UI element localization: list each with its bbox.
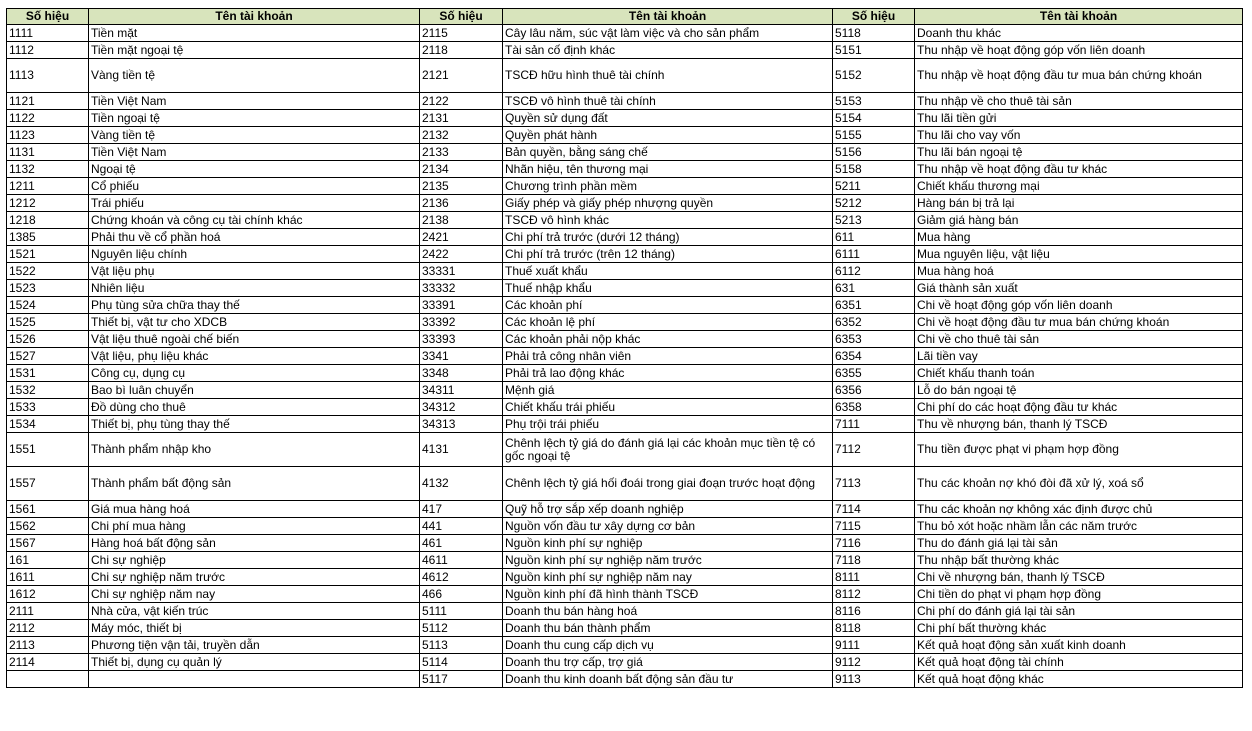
account-name-cell: Mua hàng <box>915 229 1243 246</box>
table-row <box>7 671 1243 688</box>
account-name-cell: Thành phẩm bất động sản <box>89 467 420 501</box>
account-code-cell: 1532 <box>7 382 89 399</box>
account-name-cell: Vật liệu phụ <box>89 263 420 280</box>
account-name-cell: Mệnh giá <box>503 382 833 399</box>
table-row <box>7 637 1243 654</box>
account-name-cell: Chi về hoạt động góp vốn liên doanh <box>915 297 1243 314</box>
table-row <box>7 25 1243 42</box>
account-code-cell: 5213 <box>833 212 915 229</box>
account-code-cell: 1524 <box>7 297 89 314</box>
account-name-cell: Vàng tiền tệ <box>89 127 420 144</box>
account-code-cell: 1385 <box>7 229 89 246</box>
table-row <box>7 59 1243 93</box>
account-name-cell: Thu các khoản nợ khó đòi đã xử lý, xoá sổ <box>915 467 1243 501</box>
account-name-cell: Cây lâu năm, súc vật làm việc và cho sản phẩm <box>503 25 833 42</box>
account-code-cell: 5111 <box>420 603 503 620</box>
account-name-cell: Phải trả lao động khác <box>503 365 833 382</box>
account-code-cell: 1612 <box>7 586 89 603</box>
account-name-cell: Kết quả hoạt động tài chính <box>915 654 1243 671</box>
account-code-cell: 1527 <box>7 348 89 365</box>
account-name-cell: Ngoại tệ <box>89 161 420 178</box>
account-code-cell: 5154 <box>833 110 915 127</box>
table-row <box>7 586 1243 603</box>
account-name-cell: Chiết khấu thương mại <box>915 178 1243 195</box>
account-name-cell: Nguồn kinh phí sự nghiệp năm trước <box>503 552 833 569</box>
header-code-3: Số hiệu <box>833 9 915 25</box>
account-name-cell: Thu về nhượng bán, thanh lý TSCĐ <box>915 416 1243 433</box>
account-name-cell: Tài sản cố định khác <box>503 42 833 59</box>
table-row <box>7 518 1243 535</box>
account-code-cell: 5112 <box>420 620 503 637</box>
account-name-cell: Trái phiếu <box>89 195 420 212</box>
account-name-cell: Hàng bán bị trả lại <box>915 195 1243 212</box>
account-code-cell: 2421 <box>420 229 503 246</box>
account-name-cell: Chi sự nghiệp <box>89 552 420 569</box>
table-row <box>7 246 1243 263</box>
table-row <box>7 297 1243 314</box>
account-code-cell: 1567 <box>7 535 89 552</box>
account-name-cell: Vật liệu thuê ngoài chế biến <box>89 331 420 348</box>
account-code-cell: 7118 <box>833 552 915 569</box>
account-name-cell: Cổ phiếu <box>89 178 420 195</box>
account-name-cell: Chiết khấu trái phiếu <box>503 399 833 416</box>
account-code-cell: 5151 <box>833 42 915 59</box>
table-row <box>7 280 1243 297</box>
account-code-cell: 2118 <box>420 42 503 59</box>
account-name-cell: Mua hàng hoá <box>915 263 1243 280</box>
account-code-cell: 2115 <box>420 25 503 42</box>
account-name-cell: Nguồn kinh phí đã hình thành TSCĐ <box>503 586 833 603</box>
header-name-3: Tên tài khoản <box>915 9 1243 25</box>
account-code-cell: 2133 <box>420 144 503 161</box>
account-code-cell: 33392 <box>420 314 503 331</box>
account-code-cell: 2136 <box>420 195 503 212</box>
account-name-cell: Tiền Việt Nam <box>89 144 420 161</box>
account-name-cell: Hàng hoá bất động sản <box>89 535 420 552</box>
account-name-cell: Doanh thu kinh doanh bất động sản đầu tư <box>503 671 833 688</box>
table-row <box>7 93 1243 110</box>
header-row <box>7 9 1243 25</box>
account-name-cell: Thu nhập bất thường khác <box>915 552 1243 569</box>
table-row <box>7 399 1243 416</box>
table-row <box>7 501 1243 518</box>
account-name-cell: Nguồn kinh phí sự nghiệp năm nay <box>503 569 833 586</box>
account-code-cell <box>7 671 89 688</box>
account-name-cell: Doanh thu bán hàng hoá <box>503 603 833 620</box>
account-name-cell: Quyền phát hành <box>503 127 833 144</box>
account-code-cell: 1131 <box>7 144 89 161</box>
account-code-cell: 611 <box>833 229 915 246</box>
account-code-cell: 6112 <box>833 263 915 280</box>
account-name-cell: Chứng khoán và công cụ tài chính khác <box>89 212 420 229</box>
account-name-cell: Quỹ hỗ trợ sắp xếp doanh nghiệp <box>503 501 833 518</box>
account-name-cell: Mua nguyên liệu, vật liệu <box>915 246 1243 263</box>
account-code-cell: 5156 <box>833 144 915 161</box>
account-table <box>6 8 1243 688</box>
account-code-cell: 631 <box>833 280 915 297</box>
account-name-cell: Doanh thu bán thành phẩm <box>503 620 833 637</box>
account-code-cell: 4131 <box>420 433 503 467</box>
account-code-cell: 1525 <box>7 314 89 331</box>
account-code-cell: 2138 <box>420 212 503 229</box>
account-name-cell: Nhiên liệu <box>89 280 420 297</box>
account-name-cell: Tiền Việt Nam <box>89 93 420 110</box>
account-code-cell: 7115 <box>833 518 915 535</box>
account-code-cell: 1121 <box>7 93 89 110</box>
account-name-cell: Vàng tiền tệ <box>89 59 420 93</box>
account-code-cell: 6353 <box>833 331 915 348</box>
account-code-cell: 6356 <box>833 382 915 399</box>
account-code-cell: 5152 <box>833 59 915 93</box>
account-code-cell: 8112 <box>833 586 915 603</box>
account-name-cell: Thu lãi tiền gửi <box>915 110 1243 127</box>
account-code-cell: 1531 <box>7 365 89 382</box>
account-code-cell: 2111 <box>7 603 89 620</box>
account-code-cell: 5155 <box>833 127 915 144</box>
account-name-cell: TSCĐ vô hình thuê tài chính <box>503 93 833 110</box>
account-code-cell: 33391 <box>420 297 503 314</box>
account-name-cell: Doanh thu khác <box>915 25 1243 42</box>
account-code-cell: 6358 <box>833 399 915 416</box>
account-code-cell: 5153 <box>833 93 915 110</box>
account-name-cell: Nguyên liệu chính <box>89 246 420 263</box>
account-name-cell: Nhãn hiệu, tên thương mại <box>503 161 833 178</box>
account-name-cell: Phụ trội trái phiếu <box>503 416 833 433</box>
account-name-cell: Chi sự nghiệp năm trước <box>89 569 420 586</box>
account-name-cell: Phương tiện vận tải, truyền dẫn <box>89 637 420 654</box>
account-name-cell: Chênh lệch tỷ giá do đánh giá lại các khoản mục tiền tệ có gốc ngoại tệ <box>503 433 833 467</box>
account-code-cell: 33332 <box>420 280 503 297</box>
account-code-cell: 2122 <box>420 93 503 110</box>
account-code-cell: 5114 <box>420 654 503 671</box>
account-code-cell: 1521 <box>7 246 89 263</box>
account-code-cell: 7116 <box>833 535 915 552</box>
account-name-cell <box>89 671 420 688</box>
account-name-cell: Phụ tùng sửa chữa thay thế <box>89 297 420 314</box>
account-code-cell: 2422 <box>420 246 503 263</box>
account-code-cell: 1218 <box>7 212 89 229</box>
table-row <box>7 195 1243 212</box>
account-code-cell: 161 <box>7 552 89 569</box>
account-code-cell: 9111 <box>833 637 915 654</box>
table-row <box>7 331 1243 348</box>
table-row <box>7 229 1243 246</box>
table-row <box>7 620 1243 637</box>
account-code-cell: 1123 <box>7 127 89 144</box>
account-name-cell: Chi về cho thuê tài sản <box>915 331 1243 348</box>
account-name-cell: Các khoản phải nộp khác <box>503 331 833 348</box>
account-name-cell: Tiền mặt ngoại tệ <box>89 42 420 59</box>
account-name-cell: Chi tiền do phạt vi phạm hợp đồng <box>915 586 1243 603</box>
table-row <box>7 42 1243 59</box>
account-name-cell: Lỗ do bán ngoại tệ <box>915 382 1243 399</box>
account-code-cell: 466 <box>420 586 503 603</box>
account-name-cell: Chương trình phần mềm <box>503 178 833 195</box>
account-code-cell: 2135 <box>420 178 503 195</box>
account-code-cell: 4132 <box>420 467 503 501</box>
account-code-cell: 8116 <box>833 603 915 620</box>
account-name-cell: Thu nhập về hoạt động góp vốn liên doanh <box>915 42 1243 59</box>
account-name-cell: Thu các khoản nợ không xác định được chủ <box>915 501 1243 518</box>
account-name-cell: Thu tiền được phạt vi phạm hợp đồng <box>915 433 1243 467</box>
account-name-cell: Thu nhập về hoạt động đầu tư khác <box>915 161 1243 178</box>
account-code-cell: 8111 <box>833 569 915 586</box>
table-row <box>7 263 1243 280</box>
account-code-cell: 5113 <box>420 637 503 654</box>
table-row <box>7 416 1243 433</box>
account-name-cell: Thu lãi cho vay vốn <box>915 127 1243 144</box>
account-name-cell: Bản quyền, bằng sáng chế <box>503 144 833 161</box>
account-name-cell: Thu do đánh giá lại tài sản <box>915 535 1243 552</box>
account-code-cell: 5211 <box>833 178 915 195</box>
account-name-cell: Nguồn kinh phí sự nghiệp <box>503 535 833 552</box>
account-code-cell: 7111 <box>833 416 915 433</box>
account-name-cell: Chi phí do đánh giá lại tài sản <box>915 603 1243 620</box>
account-name-cell: Chiết khấu thanh toán <box>915 365 1243 382</box>
account-name-cell: Chi về hoạt động đầu tư mua bán chứng khoán <box>915 314 1243 331</box>
account-name-cell: Thiết bị, vật tư cho XDCB <box>89 314 420 331</box>
account-name-cell: Các khoản lệ phí <box>503 314 833 331</box>
table-row <box>7 365 1243 382</box>
account-name-cell: Chi phí do các hoạt động đầu tư khác <box>915 399 1243 416</box>
account-name-cell: Bao bì luân chuyển <box>89 382 420 399</box>
account-code-cell: 7113 <box>833 467 915 501</box>
account-name-cell: Đồ dùng cho thuê <box>89 399 420 416</box>
account-code-cell: 2121 <box>420 59 503 93</box>
account-code-cell: 4612 <box>420 569 503 586</box>
account-code-cell: 5158 <box>833 161 915 178</box>
account-name-cell: Thuế nhập khẩu <box>503 280 833 297</box>
table-row <box>7 314 1243 331</box>
account-name-cell: Kết quả hoạt động sản xuất kinh doanh <box>915 637 1243 654</box>
account-code-cell: 6354 <box>833 348 915 365</box>
account-code-cell: 2131 <box>420 110 503 127</box>
account-name-cell: Chênh lệch tỷ giá hối đoái trong giai đoạn trước hoạt động <box>503 467 833 501</box>
account-code-cell: 1211 <box>7 178 89 195</box>
account-name-cell: Thu nhập về hoạt động đầu tư mua bán chứng khoán <box>915 59 1243 93</box>
account-name-cell: Công cụ, dụng cụ <box>89 365 420 382</box>
account-name-cell: Giảm giá hàng bán <box>915 212 1243 229</box>
account-name-cell: TSCĐ vô hình khác <box>503 212 833 229</box>
table-row <box>7 144 1243 161</box>
table-row <box>7 161 1243 178</box>
account-name-cell: Thiết bị, phụ tùng thay thế <box>89 416 420 433</box>
account-code-cell: 1561 <box>7 501 89 518</box>
table-row <box>7 535 1243 552</box>
account-code-cell: 1523 <box>7 280 89 297</box>
account-code-cell: 1611 <box>7 569 89 586</box>
header-name-1: Tên tài khoản <box>89 9 420 25</box>
account-code-cell: 2112 <box>7 620 89 637</box>
table-row <box>7 603 1243 620</box>
account-name-cell: Chi về nhượng bán, thanh lý TSCĐ <box>915 569 1243 586</box>
account-name-cell: Chi phí mua hàng <box>89 518 420 535</box>
table-row <box>7 433 1243 467</box>
account-name-cell: Thu lãi bán ngoại tệ <box>915 144 1243 161</box>
header-code-2: Số hiệu <box>420 9 503 25</box>
account-code-cell: 2114 <box>7 654 89 671</box>
account-name-cell: Quyền sử dụng đất <box>503 110 833 127</box>
table-row <box>7 552 1243 569</box>
account-name-cell: Kết quả hoạt động khác <box>915 671 1243 688</box>
account-code-cell: 461 <box>420 535 503 552</box>
account-name-cell: Thuế xuất khẩu <box>503 263 833 280</box>
account-code-cell: 8118 <box>833 620 915 637</box>
account-code-cell: 1557 <box>7 467 89 501</box>
account-name-cell: Phải thu về cổ phần hoá <box>89 229 420 246</box>
account-code-cell: 2113 <box>7 637 89 654</box>
account-name-cell: Giấy phép và giấy phép nhượng quyền <box>503 195 833 212</box>
table-row <box>7 569 1243 586</box>
account-code-cell: 9113 <box>833 671 915 688</box>
account-code-cell: 6352 <box>833 314 915 331</box>
account-code-cell: 2132 <box>420 127 503 144</box>
account-name-cell: TSCĐ hữu hình thuê tài chính <box>503 59 833 93</box>
account-code-cell: 1562 <box>7 518 89 535</box>
account-code-cell: 1551 <box>7 433 89 467</box>
account-name-cell: Chi sự nghiệp năm nay <box>89 586 420 603</box>
account-code-cell: 1212 <box>7 195 89 212</box>
account-code-cell: 34313 <box>420 416 503 433</box>
account-name-cell: Tiền mặt <box>89 25 420 42</box>
account-code-cell: 7112 <box>833 433 915 467</box>
account-name-cell: Giá mua hàng hoá <box>89 501 420 518</box>
account-code-cell: 1111 <box>7 25 89 42</box>
table-row <box>7 127 1243 144</box>
account-name-cell: Nhà cửa, vật kiến trúc <box>89 603 420 620</box>
account-name-cell: Giá thành sản xuất <box>915 280 1243 297</box>
account-code-cell: 6355 <box>833 365 915 382</box>
header-name-2: Tên tài khoản <box>503 9 833 25</box>
account-name-cell: Thành phẩm nhập kho <box>89 433 420 467</box>
account-code-cell: 417 <box>420 501 503 518</box>
table-row <box>7 467 1243 501</box>
account-code-cell: 3348 <box>420 365 503 382</box>
account-code-cell: 5212 <box>833 195 915 212</box>
account-name-cell: Nguồn vốn đầu tư xây dựng cơ bản <box>503 518 833 535</box>
account-code-cell: 2134 <box>420 161 503 178</box>
account-code-cell: 34311 <box>420 382 503 399</box>
account-code-cell: 1534 <box>7 416 89 433</box>
account-name-cell: Thu bỏ xót hoặc nhầm lẫn các năm trước <box>915 518 1243 535</box>
account-code-cell: 5118 <box>833 25 915 42</box>
table-row <box>7 110 1243 127</box>
table-row <box>7 178 1243 195</box>
account-code-cell: 1113 <box>7 59 89 93</box>
table-row <box>7 382 1243 399</box>
account-name-cell: Tiền ngoại tệ <box>89 110 420 127</box>
table-row <box>7 654 1243 671</box>
account-name-cell: Chi phí bất thường khác <box>915 620 1243 637</box>
account-code-cell: 3341 <box>420 348 503 365</box>
account-name-cell: Doanh thu cung cấp dịch vụ <box>503 637 833 654</box>
account-name-cell: Chi phí trả trước (trên 12 tháng) <box>503 246 833 263</box>
account-code-cell: 1122 <box>7 110 89 127</box>
table-row <box>7 212 1243 229</box>
account-name-cell: Máy móc, thiết bị <box>89 620 420 637</box>
table-row <box>7 348 1243 365</box>
account-code-cell: 34312 <box>420 399 503 416</box>
account-code-cell: 1522 <box>7 263 89 280</box>
account-name-cell: Phải trả công nhân viên <box>503 348 833 365</box>
account-code-cell: 6111 <box>833 246 915 263</box>
account-name-cell: Các khoản phí <box>503 297 833 314</box>
account-code-cell: 4611 <box>420 552 503 569</box>
account-code-cell: 33393 <box>420 331 503 348</box>
account-code-cell: 1132 <box>7 161 89 178</box>
account-code-cell: 1526 <box>7 331 89 348</box>
account-code-cell: 7114 <box>833 501 915 518</box>
account-code-cell: 9112 <box>833 654 915 671</box>
account-name-cell: Thiết bị, dụng cụ quản lý <box>89 654 420 671</box>
account-code-cell: 441 <box>420 518 503 535</box>
account-code-cell: 6351 <box>833 297 915 314</box>
account-name-cell: Lãi tiền vay <box>915 348 1243 365</box>
account-code-cell: 1112 <box>7 42 89 59</box>
account-name-cell: Thu nhập về cho thuê tài sản <box>915 93 1243 110</box>
account-code-cell: 5117 <box>420 671 503 688</box>
account-name-cell: Vật liệu, phụ liệu khác <box>89 348 420 365</box>
account-code-cell: 1533 <box>7 399 89 416</box>
account-name-cell: Doanh thu trợ cấp, trợ giá <box>503 654 833 671</box>
header-code-1: Số hiệu <box>7 9 89 25</box>
account-name-cell: Chi phí trả trước (dưới 12 tháng) <box>503 229 833 246</box>
account-code-cell: 33331 <box>420 263 503 280</box>
